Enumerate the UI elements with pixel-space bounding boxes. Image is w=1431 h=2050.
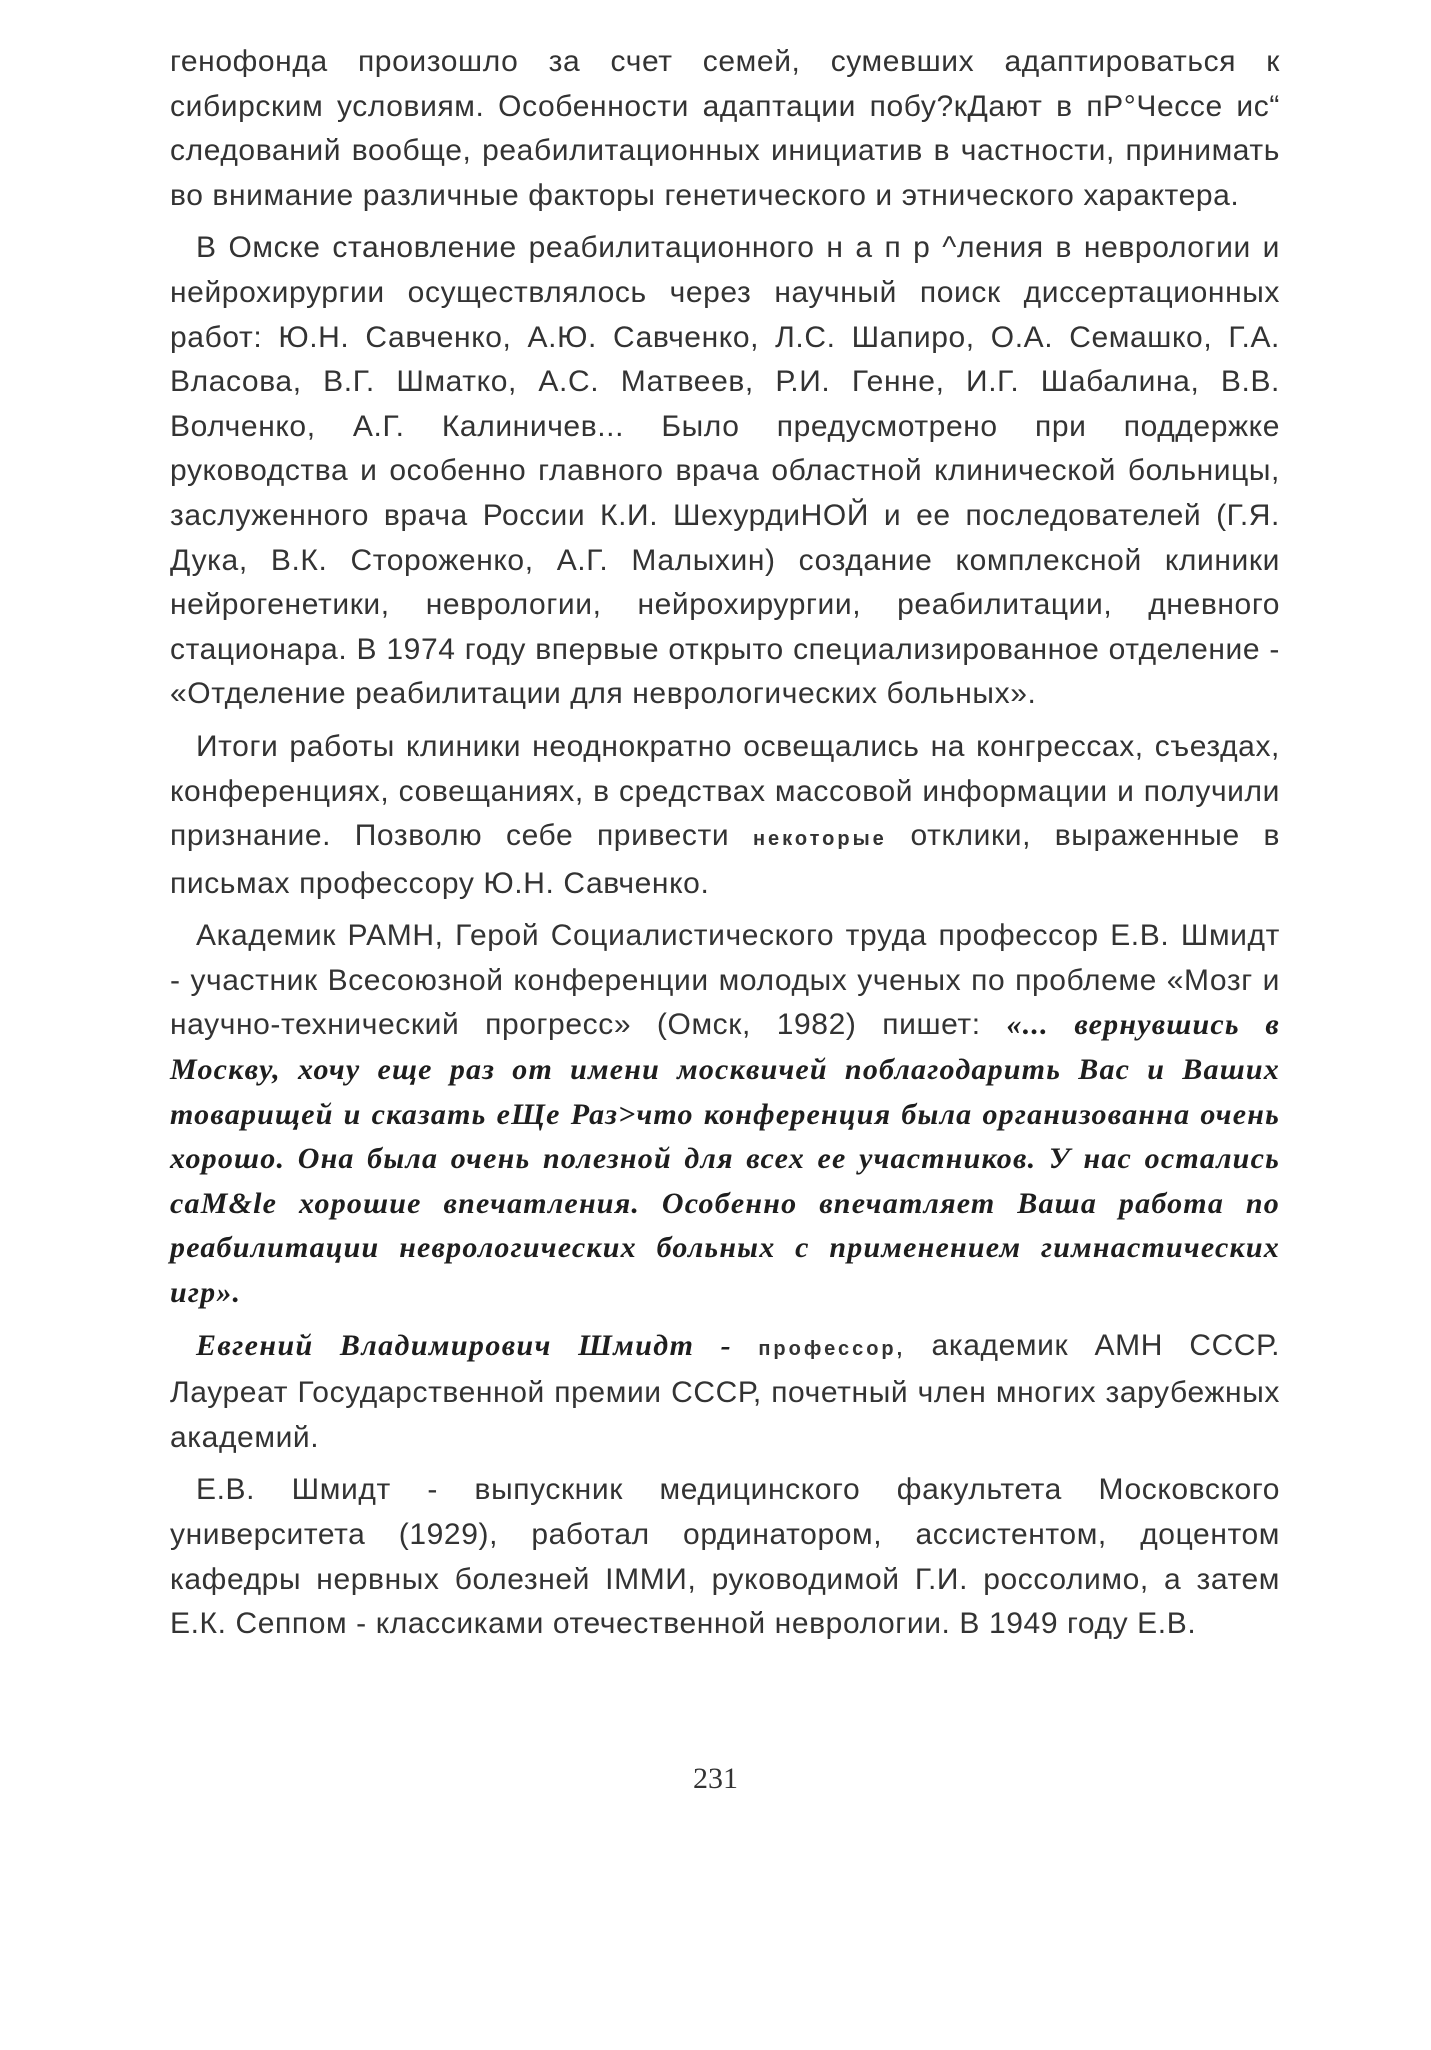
shmidt-letter-quote: «... вернувшись в Москву, хочу еще раз от имени москвичей поблагодарить Вас и Ваших товарищей и сказать еЩе Раз>что конференция была организованна очень хорошо. Она была очень полезной для всех ее участников. У нас остались caM&le хорошие впечатления. Особенно впечатляет Ваша работа по реабилитации неврологических больных с применением гимнастических игр». (170, 1008, 1281, 1310)
paragraph-genofond: генофонда произошло за счет семей, сумевших адаптироваться к сибирским условиям. Особенности адаптации побу?кДают в пР°Чессе ис“ следований вообще, реабилитационных инициатив в частности, принимать во внимание различные факторы генетического и этнического характера. (170, 45, 1280, 212)
book-page-body (170, 40, 1280, 1655)
shmidt-bio-text: академик АМН СССР. Лауреат Государственной премии СССР, почетный член многих зарубежных академий. (170, 1328, 1281, 1454)
clinic-results-text-end: отклики, выраженные в письмах профессору Ю.Н. Савченко. (170, 819, 1280, 900)
page-number: 231 (693, 1762, 738, 1795)
paragraph-omsk-rehabilitation: В Омске становление реабилитационного н а п р ^ления в неврологии и нейрохирургии осуществлялось через научный поиск диссертационных работ: Ю.Н. Савченко, А.Ю. Савченко, Л.С. Шапиро, О.А. Семашко, Г.А. Власова, В.Г. Шматко, А.С. Матвеев, Р.И. Генне, И.Г. Шабалина, В.В. Волченко, А.Г. Калиничев... Было предусмотрено при поддержке руководства и особенно главного врача областной клинической больницы, заслуженного врача России К.И. ШехурдиНОЙ и ее последователей (Г.Я. Дука, В.К. Стороженко, А.Г. Малыхин) создание комплексной клиники нейрогенетики, неврологии, нейрохирургии, реабилитации, дневного стационара. В 1974 году впервые открыто специализированное отделение - «Отделение реабилитации для неврологических больных». (170, 231, 1280, 711)
clinic-results-small-word: некоторые (752, 828, 887, 851)
shmidt-full-name: Евгений Владимирович Шмидт - (196, 1328, 732, 1362)
paragraph-shmidt-letter (170, 914, 1280, 1315)
shmidt-title-small: профессор, (758, 1337, 906, 1360)
clinic-results-text-start: Итоги работы клиники неоднократно освещались на конгрессах, съездах, конференциях, совещаниях, в средствах массовой информации и получили признание. Позволю себе привести (170, 729, 1280, 853)
paragraph-clinic-results (170, 725, 1280, 906)
shmidt-letter-intro: Академик РАМН, Герой Социалистического труда профессор Е.В. Шмидт - участник Всесоюзной конференции молодых ученых по проблеме «Мозг и научно-технический прогресс» (Омск, 1982) пишет: (170, 919, 1280, 1042)
paragraph-shmidt-career: Е.В. Шмидт - выпускник медицинского факультета Московского университета (1929), работал ординатором, ассистентом, доцентом кафедры нервных болезней IММИ, руководимой Г.И. россолимо, а затем Е.К. Сеппом - классиками отечественной неврологии. В 1949 году Е.В. (170, 1473, 1280, 1641)
paragraph-shmidt-bio (170, 1324, 1280, 1461)
